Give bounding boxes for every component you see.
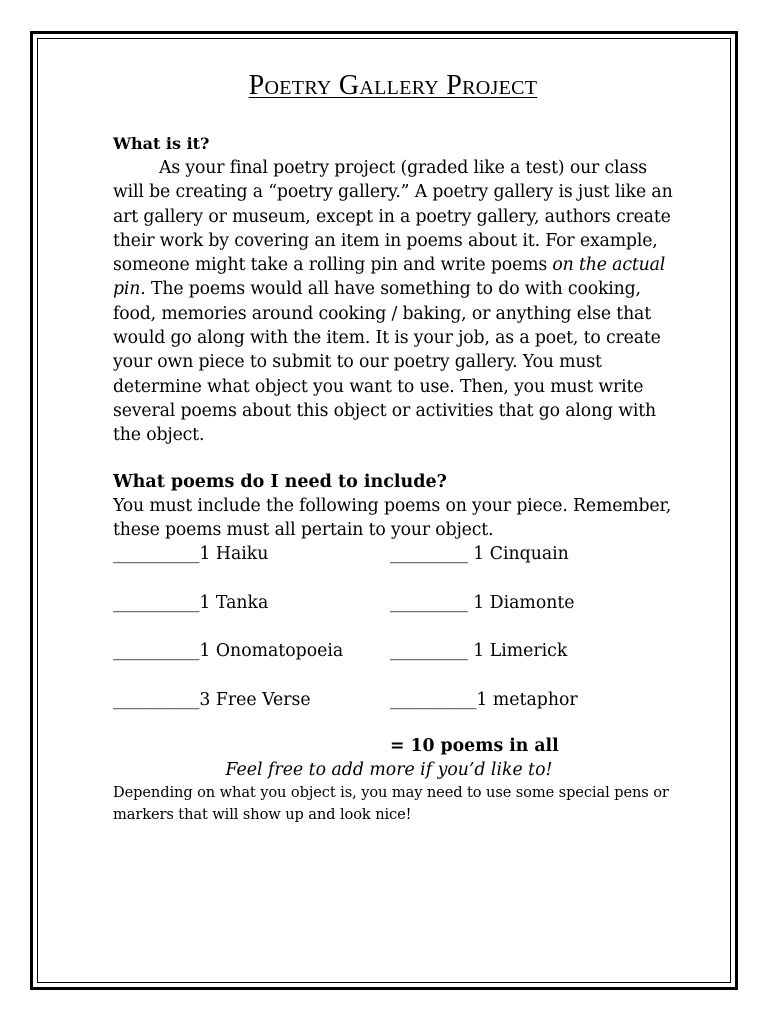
paragraph-start: As your final poetry project (graded like a test) our class will be creating a “poetry gallery.” A poetry gallery is just like an art gallery or museum, except in a poetry gallery, authors create their work by covering an item in poems about it. For example, someone might take a rolling pin and write poems xyxy=(113,158,673,276)
poem-row xyxy=(113,542,673,591)
poem-row xyxy=(113,591,673,640)
paragraph-italic: on the actual pin. xyxy=(113,255,666,300)
poem-item-haiku: __________1 Haiku xyxy=(113,544,269,565)
poem-item-limerick: _________ 1 Limerick xyxy=(390,641,568,662)
poem-item-free-verse: __________3 Free Verse xyxy=(113,689,311,710)
poem-item-tanka: __________1 Tanka xyxy=(113,592,269,613)
page-title: Poetry Gallery Project xyxy=(248,70,538,101)
poem-total: = 10 poems in all xyxy=(390,736,559,757)
poem-checklist xyxy=(113,542,673,736)
section-heading-what-is-it: What is it? xyxy=(113,134,210,153)
poem-row xyxy=(113,688,673,737)
encouragement-note: Feel free to add more if you’d like to! xyxy=(225,760,553,781)
poem-item-cinquain: _________ 1 Cinquain xyxy=(390,544,569,565)
paragraph-end: The poems would all have something to do with cooking, food, memories around cooking / baking, or anything else that would go along with the item. It is your job, as a poet, to create your own piece to submit to our poetry gallery. You must determine what object you want to use. Then, you must write several poems about this object or activities that go along with the object. xyxy=(113,279,661,446)
document-content xyxy=(113,70,673,826)
section-heading-poems: What poems do I need to include? xyxy=(113,471,447,492)
poem-item-onomatopoeia: __________1 Onomatopoeia xyxy=(113,641,344,662)
closing-note: Depending on what you object is, you may need to use some special pens or markers that will show up and look nice! xyxy=(113,784,669,824)
poems-intro: You must include the following poems on your piece. Remember, these poems must all pertain to your object. xyxy=(113,495,672,540)
poem-item-metaphor: __________1 metaphor xyxy=(390,689,578,710)
description-paragraph xyxy=(113,156,673,448)
poem-item-diamonte: _________ 1 Diamonte xyxy=(390,592,575,613)
poem-row xyxy=(113,639,673,688)
